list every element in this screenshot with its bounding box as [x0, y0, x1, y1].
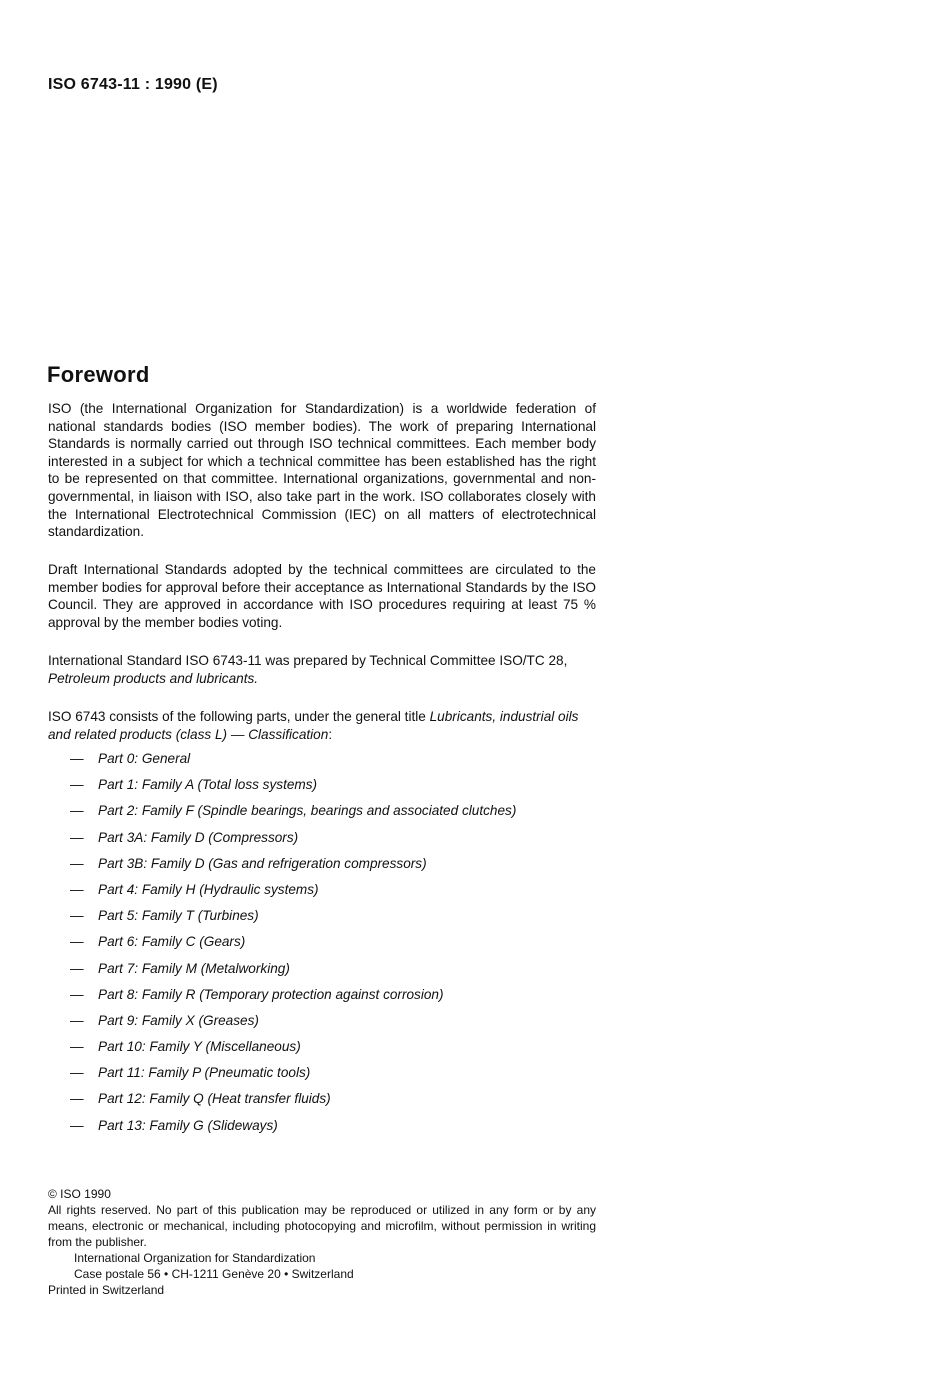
foreword-paragraph-3: [48, 652, 596, 687]
part-label: Part 3A: Family D (Compressors): [98, 829, 299, 845]
part-label: Part 5: Family T (Turbines): [98, 908, 259, 924]
dash-bullet: —: [70, 960, 84, 976]
list-item: [48, 1064, 516, 1090]
part-label: Part 4: Family H (Hydraulic systems): [98, 881, 319, 897]
part-label: Part 7: Family M (Metalworking): [98, 960, 290, 976]
paragraph-4-italic: Lubricants, industrial oils and related products (class L) — Classification: [48, 709, 579, 742]
rights-statement: All rights reserved. No part of this publication may be reproduced or utilized in any form or by any means, electronic or mechanical, including photocopying and microfilm, without permission in writing from the publisher.: [48, 1203, 596, 1249]
foreword-paragraph-1: ISO (the International Organization for Standardization) is a worldwide federation of national standards bodies (ISO member bodies). The work of preparing International Standards is normally carried out through ISO technical committees. Each member body interested in a subject for which a technical committee has been established has the right to be represented on that committee. International organizations, governmental and non-governmental, in liaison with ISO, also take part in the work. ISO collaborates closely with the International Electrotechnical Commission (IEC) on all matters of electrotechnical standardization.: [48, 401, 596, 540]
paragraph-4-end: :: [328, 726, 333, 742]
part-label: Part 2: Family F (Spindle bearings, bearings and associated clutches): [98, 803, 517, 819]
dash-bullet: —: [70, 934, 84, 950]
list-item: [48, 855, 516, 881]
part-label: Part 13: Family G (Slideways): [98, 1117, 278, 1133]
organization-address: Case postale 56 • CH-1211 Genève 20 • Switzerland: [74, 1267, 354, 1281]
printed-in: Printed in Switzerland: [48, 1283, 165, 1297]
parts-list: [48, 750, 516, 1143]
dash-bullet: —: [70, 1039, 84, 1055]
dash-bullet: —: [70, 777, 84, 793]
dash-bullet: —: [70, 855, 84, 871]
copyright-notice: © ISO 1990: [48, 1187, 111, 1201]
paragraph-3-italic: Petroleum products and lubricants.: [48, 670, 259, 686]
dash-bullet: —: [70, 1117, 84, 1133]
list-item: [48, 829, 516, 855]
dash-bullet: —: [70, 1012, 84, 1028]
part-label: Part 6: Family C (Gears): [98, 934, 246, 950]
paragraph-3-text: International Standard ISO 6743-11 was prepared by Technical Committee ISO/TC 28,: [48, 653, 568, 668]
list-item: [48, 802, 516, 828]
part-label: Part 11: Family P (Pneumatic tools): [98, 1065, 311, 1081]
part-label: Part 8: Family R (Temporary protection against corrosion): [98, 986, 444, 1002]
list-item: [48, 1012, 516, 1038]
part-label: Part 0: General: [98, 751, 191, 766]
list-item: [48, 986, 516, 1012]
list-item: [48, 960, 516, 986]
dash-bullet: —: [70, 751, 84, 766]
dash-bullet: —: [70, 1065, 84, 1081]
list-item: [48, 933, 516, 959]
list-item: [48, 1117, 516, 1143]
list-item: [48, 1090, 516, 1116]
foreword-title: Foreword: [47, 362, 150, 387]
list-item: [48, 881, 516, 907]
part-label: Part 3B: Family D (Gas and refrigeration compressors): [98, 855, 427, 871]
dash-bullet: —: [70, 881, 84, 897]
list-item: [48, 1038, 516, 1064]
dash-bullet: —: [70, 1091, 84, 1107]
dash-bullet: —: [70, 803, 84, 819]
part-label: Part 10: Family Y (Miscellaneous): [98, 1039, 301, 1055]
paragraph-4-text: ISO 6743 consists of the following parts, under the general title: [48, 709, 426, 724]
foreword-paragraph-4: [48, 708, 596, 743]
foreword-paragraph-2: Draft International Standards adopted by the technical committees are circulated to the member bodies for approval before their acceptance as International Standards by the ISO Council. They are approved in accordance with ISO procedures requiring at least 75 % approval by the member bodies voting.: [48, 562, 596, 630]
dash-bullet: —: [70, 829, 84, 845]
part-label: Part 1: Family A (Total loss systems): [98, 777, 318, 793]
document-id-header: ISO 6743-11 : 1990 (E): [48, 76, 218, 93]
list-item: [48, 750, 516, 776]
part-label: Part 9: Family X (Greases): [98, 1012, 259, 1028]
dash-bullet: —: [70, 986, 84, 1002]
part-label: Part 12: Family Q (Heat transfer fluids): [98, 1091, 331, 1107]
dash-bullet: —: [70, 908, 84, 924]
list-item: [48, 776, 516, 802]
organization-name: International Organization for Standardization: [74, 1251, 316, 1265]
list-item: [48, 907, 516, 933]
copyright-block: [48, 1186, 596, 1298]
